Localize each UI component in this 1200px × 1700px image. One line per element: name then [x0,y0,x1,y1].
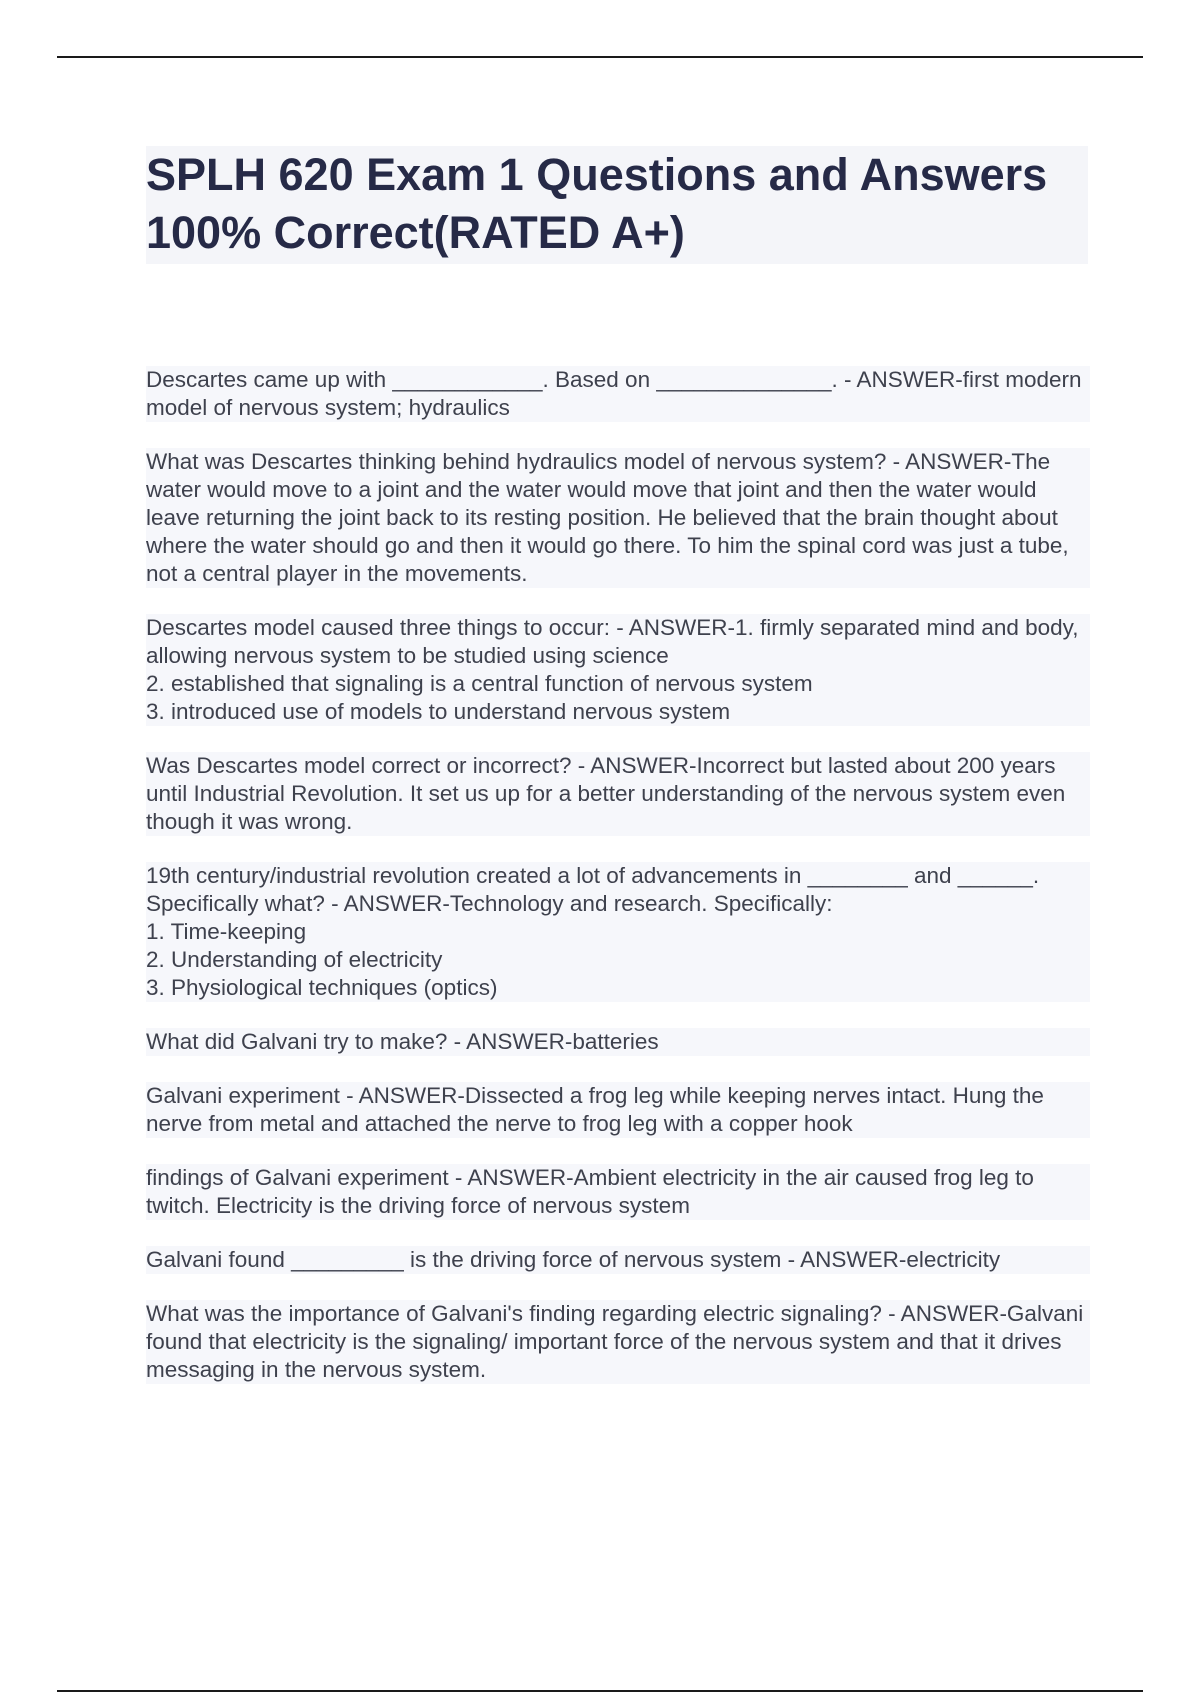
qa-item: Descartes came up with ____________. Based on ______________. - ANSWER-first modern model of nervous system; hydraulics [146,366,1090,422]
page-title: SPLH 620 Exam 1 Questions and Answers 100% Correct(RATED A+) [146,149,1048,258]
qa-item: What was Descartes thinking behind hydraulics model of nervous system? - ANSWER-The water would move to a joint and the water would move that joint and then the water would leave returning the joint back to its resting position. He believed that the brain thought about where the water should go and then it would go there. To him the spinal cord was just a tube, not a central player in the movements. [146,448,1090,588]
title-block [146,146,1088,264]
qa-item: Galvani experiment - ANSWER-Dissected a frog leg while keeping nerves intact. Hung the nerve from metal and attached the nerve to frog leg with a copper hook [146,1082,1090,1138]
qa-item: Descartes model caused three things to occur: - ANSWER-1. firmly separated mind and body, allowing nervous system to be studied using science 2. established that signaling is a central function of nervous system 3. introduced use of models to understand nervous system [146,614,1090,726]
qa-item: findings of Galvani experiment - ANSWER-Ambient electricity in the air caused frog leg to twitch. Electricity is the driving force of nervous system [146,1164,1090,1220]
qa-item: Was Descartes model correct or incorrect? - ANSWER-Incorrect but lasted about 200 years until Industrial Revolution. It set us up for a better understanding of the nervous system even though it was wrong. [146,752,1090,836]
qa-item: Galvani found _________ is the driving force of nervous system - ANSWER-electricity [146,1246,1090,1274]
qa-item: 19th century/industrial revolution created a lot of advancements in ________ and ______. Specifically what? - ANSWER-Technology and research. Specifically: 1. Time-keeping 2. Understanding of electricity 3. Physiological techniques (optics) [146,862,1090,1002]
qa-list [146,366,1090,1410]
qa-item: What was the importance of Galvani's finding regarding electric signaling? - ANSWER-Galvani found that electricity is the signaling/ important force of the nervous system and that it drives messaging in the nervous system. [146,1301,1090,1382]
bottom-rule [57,1690,1143,1692]
top-rule [57,56,1143,58]
qa-item: What did Galvani try to make? - ANSWER-batteries [146,1028,1090,1056]
